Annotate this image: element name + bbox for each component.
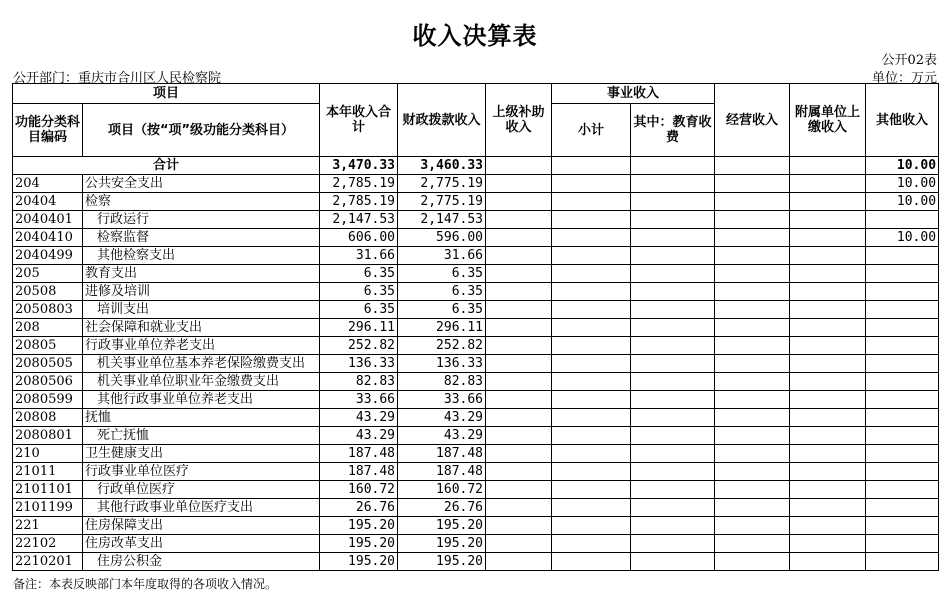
row-affiliated [790, 553, 866, 571]
table-row [13, 373, 939, 391]
row-operating [715, 301, 790, 319]
row-other [866, 265, 939, 283]
row-other [866, 301, 939, 319]
row-other [866, 337, 939, 355]
row-fiscal: 2,775.19 [398, 175, 486, 193]
row-affiliated [790, 373, 866, 391]
row-subtotal [552, 301, 631, 319]
row-other [866, 211, 939, 229]
row-total-income: 2,785.19 [320, 175, 398, 193]
row-superior [486, 247, 552, 265]
row-total-income: 160.72 [320, 481, 398, 499]
row-other [866, 391, 939, 409]
row-education [631, 553, 715, 571]
footnote: 备注：本表反映部门本年度取得的各项收入情况。 [13, 577, 278, 591]
row-superior [486, 409, 552, 427]
row-subtotal [552, 193, 631, 211]
row-superior [486, 445, 552, 463]
row-education [631, 265, 715, 283]
row-superior [486, 355, 552, 373]
row-name: 抚恤 [83, 409, 320, 427]
header-name: 项目（按“项”级功能分类科目） [83, 104, 320, 157]
row-operating [715, 337, 790, 355]
row-subtotal [552, 553, 631, 571]
row-code: 2080506 [13, 373, 83, 391]
header-affiliated: 附属单位上缴收入 [790, 84, 866, 157]
row-operating [715, 283, 790, 301]
row-superior [486, 265, 552, 283]
row-fiscal: 195.20 [398, 535, 486, 553]
total-label: 合计 [13, 157, 320, 175]
row-subtotal [552, 481, 631, 499]
row-name: 卫生健康支出 [83, 445, 320, 463]
row-affiliated [790, 247, 866, 265]
table-row [13, 553, 939, 571]
row-subtotal [552, 391, 631, 409]
table-row [13, 445, 939, 463]
table-row [13, 481, 939, 499]
row-superior [486, 229, 552, 247]
row-affiliated [790, 445, 866, 463]
row-fiscal: 31.66 [398, 247, 486, 265]
row-operating [715, 409, 790, 427]
row-subtotal [552, 211, 631, 229]
row-affiliated [790, 391, 866, 409]
row-total-income: 252.82 [320, 337, 398, 355]
row-code: 2101101 [13, 481, 83, 499]
row-name: 住房公积金 [83, 553, 320, 571]
row-total-income: 6.35 [320, 265, 398, 283]
header-superior: 上级补助收入 [486, 84, 552, 157]
row-affiliated [790, 499, 866, 517]
row-code: 2080801 [13, 427, 83, 445]
row-total-income: 33.66 [320, 391, 398, 409]
row-name: 公共安全支出 [83, 175, 320, 193]
row-superior [486, 517, 552, 535]
header-business-group: 事业收入 [552, 84, 715, 104]
row-name: 检察监督 [83, 229, 320, 247]
row-name: 行政运行 [83, 211, 320, 229]
row-name: 教育支出 [83, 265, 320, 283]
row-total-income: 187.48 [320, 445, 398, 463]
row-affiliated [790, 463, 866, 481]
row-fiscal: 596.00 [398, 229, 486, 247]
row-affiliated [790, 301, 866, 319]
row-fiscal: 187.48 [398, 445, 486, 463]
income-table [12, 83, 939, 571]
total-education-value [631, 157, 715, 175]
row-subtotal [552, 463, 631, 481]
row-superior [486, 427, 552, 445]
row-operating [715, 319, 790, 337]
row-code: 20508 [13, 283, 83, 301]
row-education [631, 247, 715, 265]
row-subtotal [552, 175, 631, 193]
table-row [13, 319, 939, 337]
row-fiscal: 43.29 [398, 409, 486, 427]
row-education [631, 229, 715, 247]
page-title: 收入决算表 [412, 22, 538, 50]
table-row [13, 247, 939, 265]
row-code: 21011 [13, 463, 83, 481]
header-education: 其中：教育收费 [631, 104, 715, 157]
header-operating: 经营收入 [715, 84, 790, 157]
row-fiscal: 195.20 [398, 517, 486, 535]
table-row [13, 229, 939, 247]
table-row [13, 463, 939, 481]
row-education [631, 391, 715, 409]
row-education [631, 319, 715, 337]
row-name: 住房改革支出 [83, 535, 320, 553]
row-code: 208 [13, 319, 83, 337]
row-code: 221 [13, 517, 83, 535]
row-operating [715, 265, 790, 283]
row-affiliated [790, 283, 866, 301]
row-operating [715, 229, 790, 247]
row-superior [486, 211, 552, 229]
row-total-income: 2,147.53 [320, 211, 398, 229]
row-education [631, 427, 715, 445]
row-code: 20808 [13, 409, 83, 427]
row-name: 机关事业单位职业年金缴费支出 [83, 373, 320, 391]
row-education [631, 481, 715, 499]
row-total-income: 195.20 [320, 553, 398, 571]
row-other [866, 247, 939, 265]
row-other [866, 499, 939, 517]
table-row [13, 355, 939, 373]
row-education [631, 211, 715, 229]
row-name: 培训支出 [83, 301, 320, 319]
table-row [13, 427, 939, 445]
row-total-income: 31.66 [320, 247, 398, 265]
row-other: 10.00 [866, 229, 939, 247]
row-subtotal [552, 355, 631, 373]
row-other [866, 535, 939, 553]
row-name: 行政单位医疗 [83, 481, 320, 499]
total-other-value: 10.00 [866, 157, 939, 175]
header-item-group: 项目 [13, 84, 320, 104]
row-other [866, 427, 939, 445]
row-other: 10.00 [866, 193, 939, 211]
row-operating [715, 427, 790, 445]
row-subtotal [552, 409, 631, 427]
row-code: 2040401 [13, 211, 83, 229]
row-education [631, 301, 715, 319]
row-total-income: 296.11 [320, 319, 398, 337]
row-operating [715, 535, 790, 553]
row-operating [715, 193, 790, 211]
row-fiscal: 6.35 [398, 265, 486, 283]
row-total-income: 606.00 [320, 229, 398, 247]
row-affiliated [790, 229, 866, 247]
row-education [631, 193, 715, 211]
row-education [631, 373, 715, 391]
row-fiscal: 26.76 [398, 499, 486, 517]
row-education [631, 409, 715, 427]
row-total-income: 187.48 [320, 463, 398, 481]
row-fiscal: 43.29 [398, 427, 486, 445]
row-total-income: 195.20 [320, 517, 398, 535]
row-subtotal [552, 229, 631, 247]
row-name: 检察 [83, 193, 320, 211]
row-education [631, 517, 715, 535]
row-operating [715, 517, 790, 535]
table-row [13, 409, 939, 427]
row-subtotal [552, 427, 631, 445]
row-affiliated [790, 409, 866, 427]
row-code: 2101199 [13, 499, 83, 517]
row-name: 其他行政事业单位养老支出 [83, 391, 320, 409]
row-superior [486, 319, 552, 337]
row-other [866, 319, 939, 337]
row-name: 死亡抚恤 [83, 427, 320, 445]
row-affiliated [790, 481, 866, 499]
row-total-income: 43.29 [320, 409, 398, 427]
row-superior [486, 175, 552, 193]
row-fiscal: 252.82 [398, 337, 486, 355]
row-education [631, 337, 715, 355]
row-total-income: 6.35 [320, 301, 398, 319]
row-total-income: 2,785.19 [320, 193, 398, 211]
row-operating [715, 553, 790, 571]
row-subtotal [552, 247, 631, 265]
row-code: 205 [13, 265, 83, 283]
row-operating [715, 247, 790, 265]
row-subtotal [552, 517, 631, 535]
row-code: 20805 [13, 337, 83, 355]
row-code: 20404 [13, 193, 83, 211]
row-education [631, 445, 715, 463]
row-fiscal: 195.20 [398, 553, 486, 571]
row-fiscal: 82.83 [398, 373, 486, 391]
row-total-income: 26.76 [320, 499, 398, 517]
row-name: 其他行政事业单位医疗支出 [83, 499, 320, 517]
row-name: 其他检察支出 [83, 247, 320, 265]
row-education [631, 535, 715, 553]
row-superior [486, 301, 552, 319]
row-code: 2050803 [13, 301, 83, 319]
row-other [866, 553, 939, 571]
header-code: 功能分类科目编码 [13, 104, 83, 157]
row-other [866, 445, 939, 463]
row-other [866, 517, 939, 535]
row-other [866, 463, 939, 481]
row-other [866, 409, 939, 427]
row-code: 2040410 [13, 229, 83, 247]
total-affiliated-value [790, 157, 866, 175]
row-education [631, 499, 715, 517]
row-fiscal: 160.72 [398, 481, 486, 499]
row-subtotal [552, 535, 631, 553]
row-code: 2040499 [13, 247, 83, 265]
row-education [631, 283, 715, 301]
table-row [13, 175, 939, 193]
row-education [631, 463, 715, 481]
row-operating [715, 499, 790, 517]
row-code: 204 [13, 175, 83, 193]
row-subtotal [552, 265, 631, 283]
row-other [866, 373, 939, 391]
row-operating [715, 463, 790, 481]
row-superior [486, 391, 552, 409]
row-fiscal: 2,147.53 [398, 211, 486, 229]
total-superior-value [486, 157, 552, 175]
row-fiscal: 6.35 [398, 301, 486, 319]
row-fiscal: 136.33 [398, 355, 486, 373]
row-other [866, 481, 939, 499]
row-education [631, 355, 715, 373]
table-row [13, 211, 939, 229]
table-row [13, 499, 939, 517]
row-subtotal [552, 283, 631, 301]
row-subtotal [552, 337, 631, 355]
total-operating-value [715, 157, 790, 175]
table-row [13, 337, 939, 355]
row-other [866, 355, 939, 373]
row-code: 2210201 [13, 553, 83, 571]
row-total-income: 82.83 [320, 373, 398, 391]
row-superior [486, 481, 552, 499]
row-other: 10.00 [866, 175, 939, 193]
row-name: 住房保障支出 [83, 517, 320, 535]
row-code: 22102 [13, 535, 83, 553]
row-operating [715, 391, 790, 409]
row-operating [715, 373, 790, 391]
row-name: 机关事业单位基本养老保险缴费支出 [83, 355, 320, 373]
row-name: 行政事业单位养老支出 [83, 337, 320, 355]
table-row [13, 193, 939, 211]
row-superior [486, 283, 552, 301]
row-education [631, 175, 715, 193]
row-operating [715, 211, 790, 229]
row-superior [486, 193, 552, 211]
unit-label: 单位：万元 [871, 71, 937, 86]
row-affiliated [790, 535, 866, 553]
row-total-income: 43.29 [320, 427, 398, 445]
row-affiliated [790, 427, 866, 445]
header-other: 其他收入 [866, 84, 939, 157]
row-affiliated [790, 319, 866, 337]
row-code: 210 [13, 445, 83, 463]
row-total-income: 6.35 [320, 283, 398, 301]
row-code: 2080505 [13, 355, 83, 373]
row-affiliated [790, 193, 866, 211]
row-superior [486, 535, 552, 553]
row-name: 社会保障和就业支出 [83, 319, 320, 337]
total-income-value: 3,470.33 [320, 157, 398, 175]
row-name: 行政事业单位医疗 [83, 463, 320, 481]
table-row [13, 301, 939, 319]
row-affiliated [790, 265, 866, 283]
row-fiscal: 33.66 [398, 391, 486, 409]
row-superior [486, 373, 552, 391]
table-row [13, 283, 939, 301]
row-fiscal: 2,775.19 [398, 193, 486, 211]
table-row [13, 391, 939, 409]
department-label: 公开部门：重庆市合川区人民检察院 [13, 71, 222, 86]
row-operating [715, 175, 790, 193]
row-affiliated [790, 175, 866, 193]
row-superior [486, 463, 552, 481]
header-fiscal: 财政拨款收入 [398, 84, 486, 157]
table-row [13, 535, 939, 553]
row-superior [486, 499, 552, 517]
row-name: 进修及培训 [83, 283, 320, 301]
row-affiliated [790, 355, 866, 373]
form-number: 公开02表 [881, 53, 937, 68]
row-other [866, 283, 939, 301]
header-subtotal: 小计 [552, 104, 631, 157]
row-code: 2080599 [13, 391, 83, 409]
row-affiliated [790, 211, 866, 229]
row-operating [715, 355, 790, 373]
total-subtotal-value [552, 157, 631, 175]
row-superior [486, 553, 552, 571]
row-subtotal [552, 445, 631, 463]
row-superior [486, 337, 552, 355]
table-row [13, 517, 939, 535]
row-fiscal: 296.11 [398, 319, 486, 337]
row-fiscal: 6.35 [398, 283, 486, 301]
row-affiliated [790, 517, 866, 535]
row-fiscal: 187.48 [398, 463, 486, 481]
row-total-income: 136.33 [320, 355, 398, 373]
row-subtotal [552, 373, 631, 391]
table-row [13, 265, 939, 283]
row-subtotal [552, 499, 631, 517]
row-subtotal [552, 319, 631, 337]
row-operating [715, 481, 790, 499]
row-operating [715, 445, 790, 463]
row-affiliated [790, 337, 866, 355]
row-total-income: 195.20 [320, 535, 398, 553]
total-row [13, 157, 939, 175]
header-total-income: 本年收入合计 [320, 84, 398, 157]
total-fiscal-value: 3,460.33 [398, 157, 486, 175]
